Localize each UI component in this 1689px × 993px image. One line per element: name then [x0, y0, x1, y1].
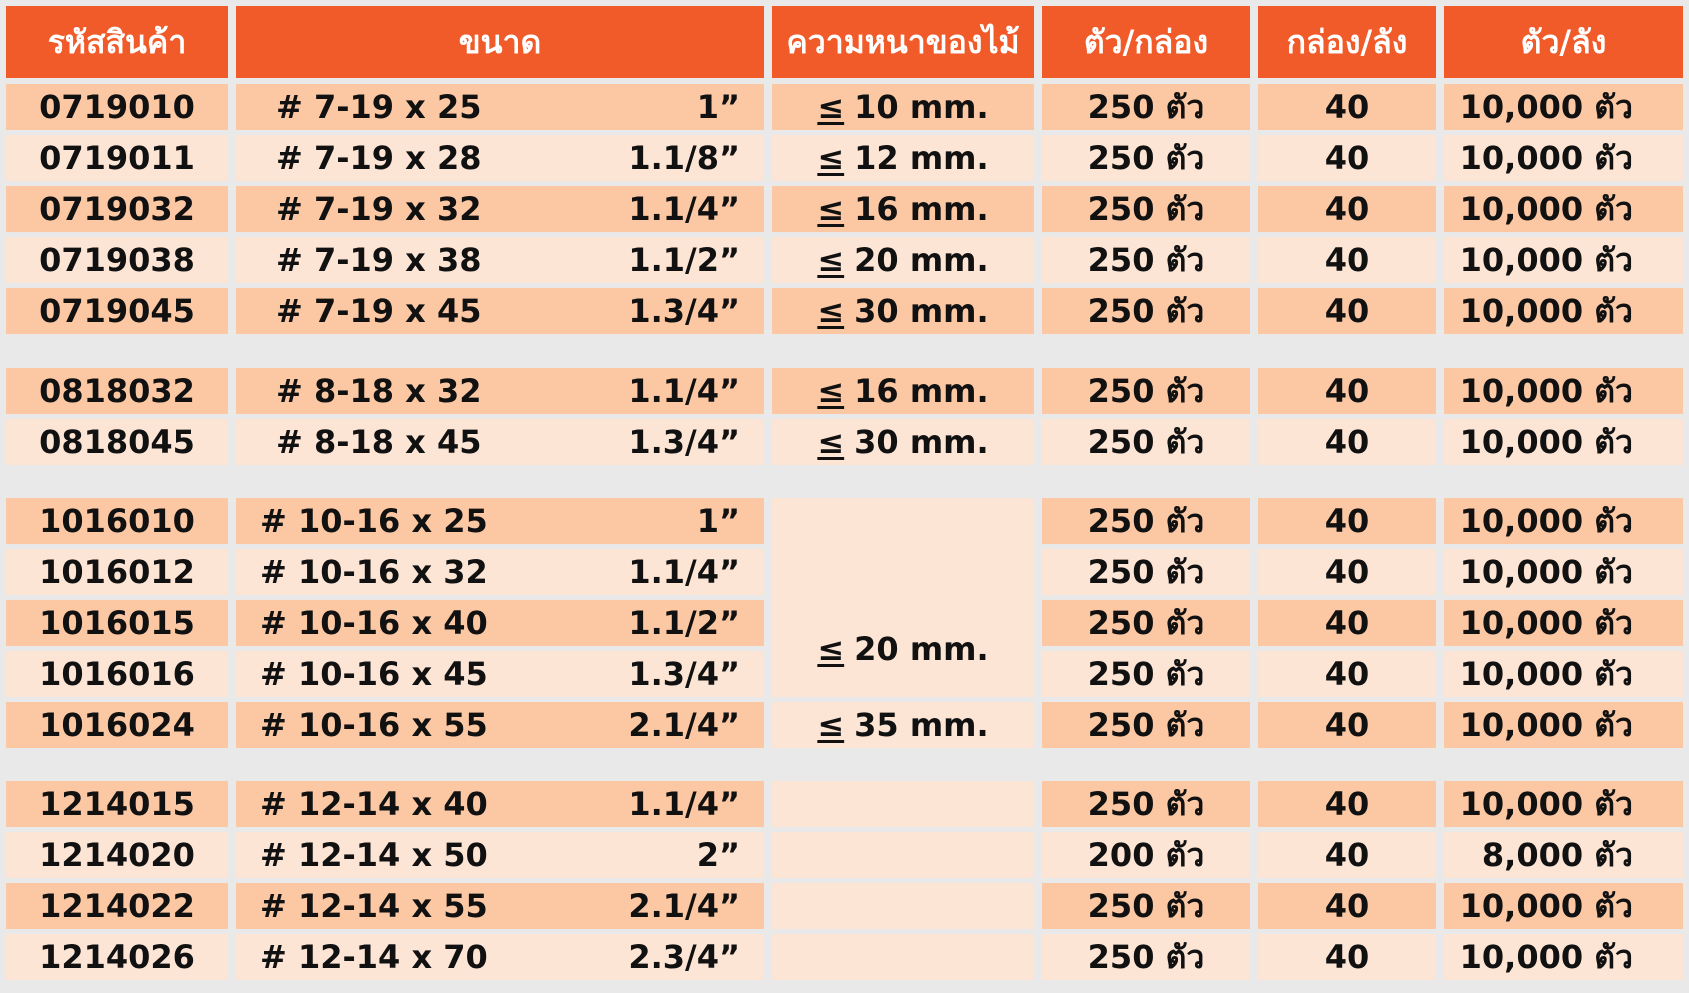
per-carton: 10,000 ตัว [1444, 288, 1683, 334]
size-cell [236, 883, 764, 929]
product-code: 1214020 [6, 832, 228, 878]
less-equal-symbol: ≤ [817, 139, 845, 177]
header-per-carton: ตัว/ลัง [1444, 6, 1683, 78]
size-cell [236, 934, 764, 980]
box-per-carton: 40 [1258, 934, 1436, 980]
product-code: 0818032 [6, 368, 228, 414]
box-per-carton: 40 [1258, 419, 1436, 465]
table-row [0, 934, 1689, 980]
size-spec: # 7-19 x 38 [276, 241, 482, 279]
size-spec: # 10-16 x 40 [260, 604, 488, 642]
less-equal-symbol: ≤ [817, 241, 845, 279]
thickness-cell [772, 84, 1034, 130]
per-box: 250 ตัว [1042, 84, 1250, 130]
per-box: 250 ตัว [1042, 651, 1250, 697]
size-cell [236, 84, 764, 130]
per-carton: 10,000 ตัว [1444, 84, 1683, 130]
size-inch: 1.1/4” [628, 553, 740, 591]
thickness-cell [772, 368, 1034, 414]
size-inch: 2.1/4” [628, 887, 740, 925]
size-inch: 1.3/4” [628, 292, 740, 330]
size-inch: 2.3/4” [628, 938, 740, 976]
per-box: 250 ตัว [1042, 934, 1250, 980]
size-inch: 1.3/4” [628, 655, 740, 693]
table-row [0, 702, 1689, 748]
thickness-value: 30 mm. [854, 292, 989, 330]
per-box: 250 ตัว [1042, 368, 1250, 414]
size-inch: 1.1/4” [628, 372, 740, 410]
less-equal-symbol: ≤ [817, 292, 845, 330]
box-per-carton: 40 [1258, 84, 1436, 130]
product-code: 1016012 [6, 549, 228, 595]
size-inch: 1.1/4” [628, 785, 740, 823]
thickness-cell [772, 186, 1034, 232]
per-box: 250 ตัว [1042, 549, 1250, 595]
box-per-carton: 40 [1258, 600, 1436, 646]
size-cell [236, 368, 764, 414]
size-cell [236, 600, 764, 646]
header-size: ขนาด [236, 6, 764, 78]
per-carton: 10,000 ตัว [1444, 135, 1683, 181]
per-carton: 10,000 ตัว [1444, 419, 1683, 465]
thickness-cell [772, 237, 1034, 283]
per-carton: 10,000 ตัว [1444, 186, 1683, 232]
per-box: 250 ตัว [1042, 498, 1250, 544]
size-inch: 1” [696, 88, 740, 126]
thickness-value: 16 mm. [854, 190, 989, 228]
box-per-carton: 40 [1258, 135, 1436, 181]
table-row [0, 832, 1689, 878]
product-code: 0719011 [6, 135, 228, 181]
header-code: รหัสสินค้า [6, 6, 228, 78]
product-code: 1016015 [6, 600, 228, 646]
less-equal-symbol: ≤ [817, 88, 845, 126]
table-row [0, 288, 1689, 334]
size-inch: 2” [696, 836, 740, 874]
per-carton: 8,000 ตัว [1444, 832, 1683, 878]
box-per-carton: 40 [1258, 883, 1436, 929]
product-code: 1016010 [6, 498, 228, 544]
thickness-cell [772, 934, 1034, 980]
product-code: 0719038 [6, 237, 228, 283]
size-cell [236, 549, 764, 595]
thickness-cell [772, 832, 1034, 878]
per-box: 250 ตัว [1042, 237, 1250, 283]
per-carton: 10,000 ตัว [1444, 600, 1683, 646]
table-row [0, 84, 1689, 130]
table-row [0, 368, 1689, 414]
product-code: 0719032 [6, 186, 228, 232]
per-box: 200 ตัว [1042, 832, 1250, 878]
product-code: 1016024 [6, 702, 228, 748]
size-spec: # 7-19 x 25 [276, 88, 482, 126]
size-inch: 1.1/4” [628, 190, 740, 228]
box-per-carton: 40 [1258, 368, 1436, 414]
product-code: 0719045 [6, 288, 228, 334]
box-per-carton: 40 [1258, 832, 1436, 878]
size-cell [236, 186, 764, 232]
thickness-cell [772, 883, 1034, 929]
per-box: 250 ตัว [1042, 600, 1250, 646]
product-code: 1016016 [6, 651, 228, 697]
less-equal-symbol: ≤ [817, 629, 845, 668]
per-box: 250 ตัว [1042, 186, 1250, 232]
thickness-value: 35 mm. [854, 706, 989, 744]
per-carton: 10,000 ตัว [1444, 368, 1683, 414]
thickness-cell [772, 781, 1034, 827]
product-code: 1214015 [6, 781, 228, 827]
table-row [0, 781, 1689, 827]
less-equal-symbol: ≤ [817, 423, 845, 461]
box-per-carton: 40 [1258, 702, 1436, 748]
per-carton: 10,000 ตัว [1444, 237, 1683, 283]
size-cell [236, 702, 764, 748]
per-carton: 10,000 ตัว [1444, 934, 1683, 980]
table-row [0, 419, 1689, 465]
thickness-value: 20 mm. [854, 241, 989, 279]
per-carton: 10,000 ตัว [1444, 883, 1683, 929]
size-spec: # 12-14 x 55 [260, 887, 488, 925]
size-cell [236, 781, 764, 827]
thickness-value: 20 mm. [854, 629, 989, 668]
per-carton: 10,000 ตัว [1444, 498, 1683, 544]
thickness-cell [772, 288, 1034, 334]
product-code: 0818045 [6, 419, 228, 465]
size-spec: # 7-19 x 32 [276, 190, 482, 228]
thickness-value: 30 mm. [854, 423, 989, 461]
product-code: 1214026 [6, 934, 228, 980]
box-per-carton: 40 [1258, 237, 1436, 283]
size-inch: 1.1/8” [628, 139, 740, 177]
size-spec: # 8-18 x 32 [276, 372, 482, 410]
product-code: 0719010 [6, 84, 228, 130]
size-cell [236, 498, 764, 544]
merged-thickness-cell [772, 498, 1034, 697]
per-box: 250 ตัว [1042, 135, 1250, 181]
size-spec: # 12-14 x 50 [260, 836, 488, 874]
thickness-value: 12 mm. [854, 139, 989, 177]
per-box: 250 ตัว [1042, 781, 1250, 827]
size-spec: # 10-16 x 32 [260, 553, 488, 591]
size-cell [236, 651, 764, 697]
size-inch: 1.1/2” [628, 241, 740, 279]
per-carton: 10,000 ตัว [1444, 651, 1683, 697]
size-spec: # 10-16 x 45 [260, 655, 488, 693]
per-box: 250 ตัว [1042, 883, 1250, 929]
size-spec: # 12-14 x 70 [260, 938, 488, 976]
size-cell [236, 237, 764, 283]
header-box-per-carton: กล่อง/ลัง [1258, 6, 1436, 78]
per-carton: 10,000 ตัว [1444, 781, 1683, 827]
thickness-value: 16 mm. [854, 372, 989, 410]
size-inch: 1.3/4” [628, 423, 740, 461]
box-per-carton: 40 [1258, 651, 1436, 697]
per-carton: 10,000 ตัว [1444, 702, 1683, 748]
table-row [0, 186, 1689, 232]
size-spec: # 7-19 x 45 [276, 292, 482, 330]
less-equal-symbol: ≤ [817, 190, 845, 228]
per-carton: 10,000 ตัว [1444, 549, 1683, 595]
table-row [0, 237, 1689, 283]
thickness-cell [772, 702, 1034, 748]
thickness-value: 10 mm. [854, 88, 989, 126]
size-inch: 1.1/2” [628, 604, 740, 642]
box-per-carton: 40 [1258, 186, 1436, 232]
size-inch: 2.1/4” [628, 706, 740, 744]
box-per-carton: 40 [1258, 498, 1436, 544]
header-per-box: ตัว/กล่อง [1042, 6, 1250, 78]
less-equal-symbol: ≤ [817, 372, 845, 410]
box-per-carton: 40 [1258, 781, 1436, 827]
less-equal-symbol: ≤ [817, 706, 845, 744]
product-code: 1214022 [6, 883, 228, 929]
size-cell [236, 832, 764, 878]
per-box: 250 ตัว [1042, 419, 1250, 465]
table-header [0, 6, 1689, 78]
per-box: 250 ตัว [1042, 288, 1250, 334]
thickness-cell [772, 135, 1034, 181]
size-inch: 1” [696, 502, 740, 540]
size-spec: # 10-16 x 55 [260, 706, 488, 744]
size-spec: # 7-19 x 28 [276, 139, 482, 177]
table-row [0, 883, 1689, 929]
thickness-cell [772, 419, 1034, 465]
size-spec: # 10-16 x 25 [260, 502, 488, 540]
size-cell [236, 419, 764, 465]
per-box: 250 ตัว [1042, 702, 1250, 748]
box-per-carton: 40 [1258, 288, 1436, 334]
size-cell [236, 135, 764, 181]
size-spec: # 12-14 x 40 [260, 785, 488, 823]
size-cell [236, 288, 764, 334]
box-per-carton: 40 [1258, 549, 1436, 595]
table-row [0, 135, 1689, 181]
size-spec: # 8-18 x 45 [276, 423, 482, 461]
header-thickness: ความหนาของไม้ [772, 6, 1034, 78]
